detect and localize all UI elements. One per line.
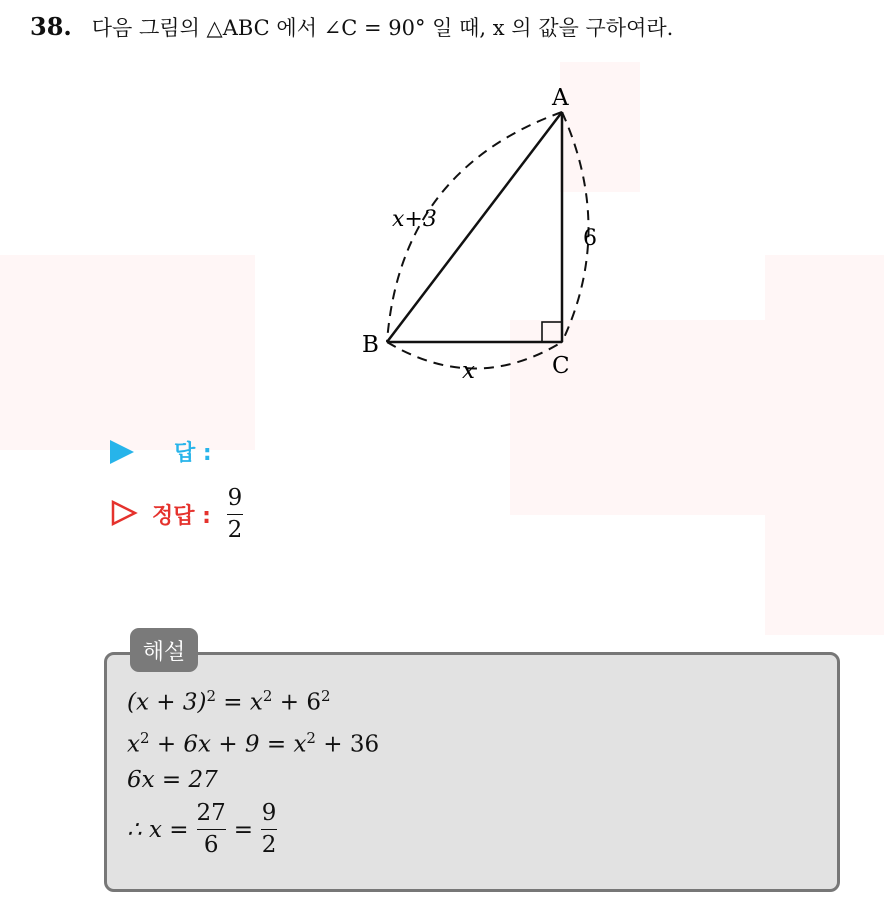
triangle-figure [340,80,640,390]
solution-line-3: 6x = 27 [127,767,218,793]
solution-line-2: $x^2 + 6x + 9 = x^2 + 36$ [127,729,380,758]
vertex-b-label: B [362,332,379,358]
correct-answer-row [110,486,243,544]
correct-answer-label: 정답 : [152,504,211,530]
answer-row [110,436,212,467]
answer-label: 답 : [174,441,212,466]
right-angle-mark [542,322,562,342]
background-patch [0,255,255,450]
vertex-a-label: A [552,85,569,111]
fraction-bar [227,514,243,515]
vertical-side-label: 6 [583,226,597,251]
horizontal-side-label: x [462,358,475,384]
question-text: 다음 그림의 △ABC 에서 ∠C = 90° 일 때, x 의 값을 구하여라. [91,16,674,40]
background-patch [765,255,884,635]
solution-box [104,652,840,892]
play-icon [110,440,134,464]
vertex-c-label: C [552,353,570,379]
play-outline-icon [110,499,138,531]
correct-answer-fraction [227,486,243,544]
solution-line-4: ∴ x = $\frac{27}{6}$ = $\frac{9}{2}$ [127,800,277,859]
solution-tab: 해설 [130,628,198,672]
solution-fraction-1: $\frac{27}{6}$ [196,800,226,859]
hypotenuse-label: x+3 [392,207,437,232]
fraction-numerator: 9 [227,485,243,511]
question-number: 38. [30,12,72,41]
solution-fraction-2: $\frac{9}{2}$ [261,800,277,859]
solution-line-1: $(x + 3)^2 = x^2 + 6^2$ [127,687,331,716]
question-header [30,12,673,42]
fraction-denominator: 2 [227,517,243,544]
